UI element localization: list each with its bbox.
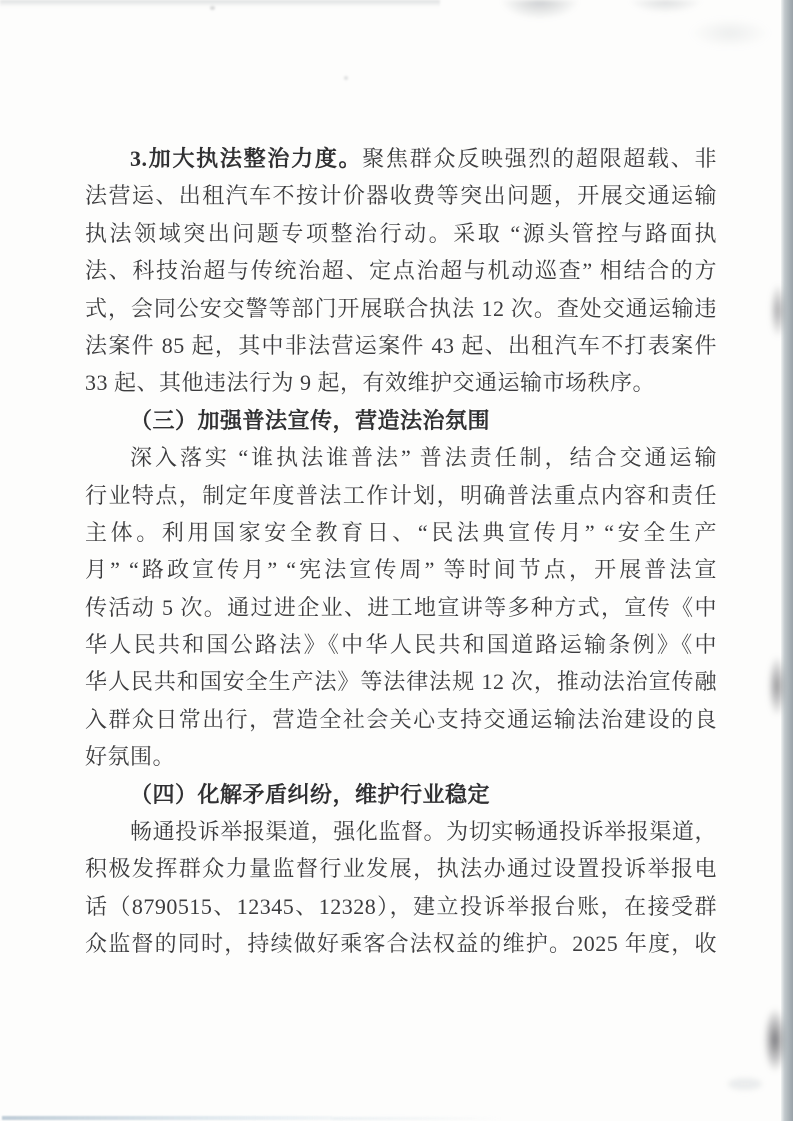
text-line [85, 439, 717, 476]
text-line [85, 252, 717, 289]
text-segment: 式，会同公安交警等部门开展联合执法 12 次。查处交通运输违 [85, 295, 717, 321]
text-segment: 法营运、出租汽车不按计价器收费等突出问题，开展交通运输 [85, 183, 717, 209]
text-line [85, 551, 717, 588]
scan-bottom-edge-line-faint [332, 1117, 502, 1120]
scan-speck [210, 6, 215, 10]
text-segment: 入群众日常出行，营造全社会关心支持交通运输法治建设的良 [85, 706, 717, 732]
scan-top-faint-smear [690, 18, 770, 48]
text-line [85, 776, 717, 813]
paragraph [85, 813, 717, 963]
section-heading [85, 402, 717, 439]
text-segment: 积极发挥群众力量监督行业发展，执法办通过设置投诉举报电 [85, 856, 717, 882]
scan-right-edge-band [781, 0, 793, 1121]
scan-smudge-middle [768, 655, 786, 717]
text-line [85, 813, 717, 850]
text-line [85, 290, 717, 327]
paragraph [85, 140, 717, 402]
bold-text-segment: （三）加强普法宣传，营造法治氛围 [130, 407, 491, 433]
text-line [85, 402, 717, 439]
text-line [85, 477, 717, 514]
text-segment: 华人民共和国公路法》《中华人民共和国道路运输条例》《中 [85, 632, 717, 658]
text-segment: 月” “路政宣传月” “宪法宣传周” 等时间节点，开展普法宣 [85, 557, 717, 583]
section-heading [85, 776, 717, 813]
text-segment: 众监督的同时，持续做好乘客合法权益的维护。2025 年度，收 [85, 931, 717, 957]
scan-top-blotch-2 [628, 0, 703, 14]
scan-top-blotch [500, 0, 580, 20]
text-segment: 执法领域突出问题专项整治行动。采取 “源头管控与路面执 [85, 220, 717, 246]
text-segment: 好氛围。 [85, 744, 176, 770]
text-line [85, 140, 717, 177]
text-line [85, 589, 717, 626]
text-segment: 聚焦群众反映强烈的超限超载、非 [362, 146, 717, 171]
text-line [85, 514, 717, 551]
paragraph [85, 439, 717, 776]
text-segment: 33 起、其他违法行为 9 起，有效维护交通运输市场秩序。 [85, 370, 656, 396]
document-body [85, 140, 717, 963]
text-line [85, 626, 717, 663]
text-line [85, 327, 717, 364]
text-line [85, 738, 717, 775]
text-segment: 传活动 5 次。通过进企业、进工地宣讲等多种方式，宣传《中 [85, 594, 717, 620]
scan-smudge-upper [770, 283, 786, 338]
scan-speck [344, 76, 348, 80]
text-segment: 话（8790515、12345、12328），建立投诉举报台账，在接受群 [85, 893, 717, 919]
text-segment: 深入落实 “谁执法谁普法” 普法责任制，结合交通运输 [130, 445, 717, 471]
text-line [85, 701, 717, 738]
text-line [85, 364, 717, 401]
text-line [85, 177, 717, 214]
text-segment: 法、科技治超与传统治超、定点治超与机动巡查” 相结合的方 [85, 258, 717, 284]
text-segment: 行业特点，制定年度普法工作计划，明确普法重点内容和责任 [85, 482, 717, 508]
scan-top-smear [0, 0, 440, 7]
scan-faint-mark [728, 1078, 762, 1090]
text-line [85, 215, 717, 252]
text-segment: 华人民共和国安全生产法》等法律法规 12 次，推动法治宣传融 [85, 669, 717, 695]
text-segment: 主体。利用国家安全教育日、“民法典宣传月” “安全生产 [85, 519, 717, 545]
text-line [85, 925, 717, 962]
text-line [85, 850, 717, 887]
scan-bottom-edge-line [2, 1116, 332, 1120]
bold-text-segment: 3.加大执法整治力度。 [130, 146, 363, 171]
bold-text-segment: （四）化解矛盾纠纷，维护行业稳定 [130, 781, 491, 807]
text-line [85, 663, 717, 700]
text-line [85, 888, 717, 925]
scan-smudge-lower [764, 1008, 786, 1072]
text-segment: 畅通投诉举报渠道，强化监督。为切实畅通投诉举报渠道， [130, 819, 717, 845]
text-segment: 法案件 85 起，其中非法营运案件 43 起、出租汽车不打表案件 [85, 332, 717, 358]
